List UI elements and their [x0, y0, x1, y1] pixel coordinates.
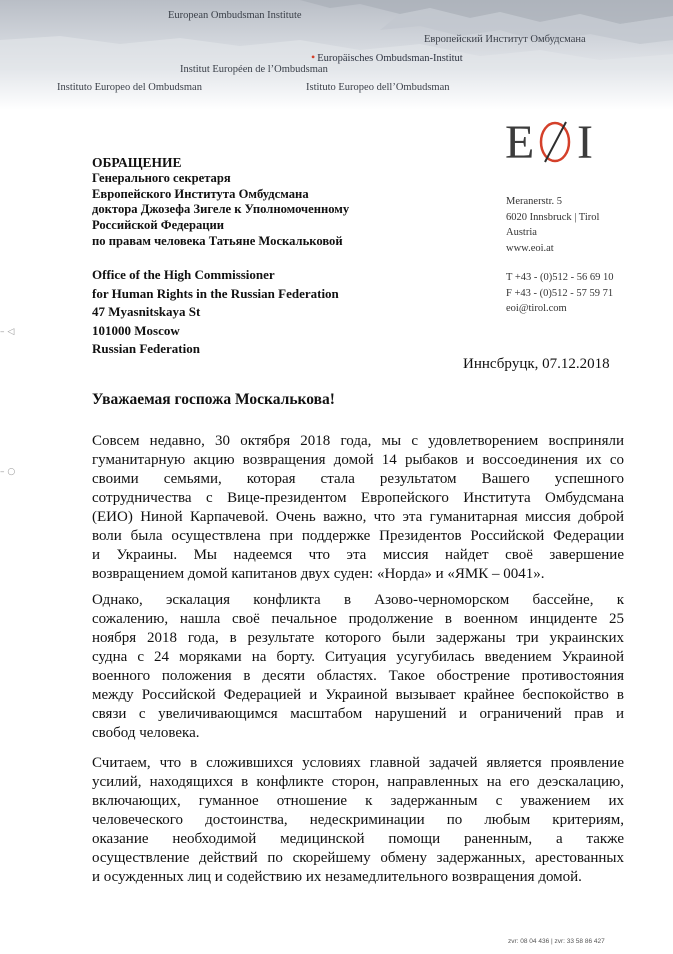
place-and-date: Иннсбрyцк, 07.12.2018: [463, 356, 610, 372]
title-line: по правам человека Татьяне Москальковой: [92, 233, 343, 248]
text-line: сожалению, нашла своё печальное продолжение в военном инциденте 25: [92, 611, 624, 627]
text-line: Однако, эскалация конфликта в Азово-черноморском бассейне, к: [92, 592, 624, 608]
text-line: Совсем недавно, 30 октября 2018 года, мы с удовлетворением восприняли: [92, 433, 624, 449]
recipient-line: for Human Rights in the Russian Federation: [92, 285, 339, 301]
text-line: связи с увеличивающимся масштабом нарушений и ограничений прав и: [92, 706, 624, 722]
text-line: сотрудничества с Вице-президентом Европейского Института Омбудсмана: [92, 490, 624, 506]
text-line: военного положения в десяти областях. Такое обострение противостояния: [92, 668, 624, 684]
text-line: воли была осуществлена при поддержке Президентов Российской Федерации: [92, 528, 624, 544]
text-line: свобод человека.: [92, 725, 200, 741]
text-line: и Украины. Мы надеемся что эта миссия найдет своё завершение: [92, 547, 624, 563]
svg-text:I: I: [577, 116, 593, 166]
recipient-line: Russian Federation: [92, 341, 200, 356]
text-line: гуманитарную акцию возвращения домой 14 рыбаков и воссоединения их со: [92, 452, 624, 468]
text-line: (ЕИО) Ниной Карпачевой. Очень важно, что эта гуманитарная миссия доброй: [92, 509, 624, 525]
contact-email: eoi@tirol.com: [506, 303, 567, 314]
title-line: ОБРАЩЕНИЕ: [92, 155, 182, 170]
sender-postal-address: [506, 194, 599, 256]
salutation: Уважаемая госпожа Москалькова!: [92, 391, 335, 408]
text-line: между Российской Федерацией и Украиной вызывает крайнее беспокойство в: [92, 687, 624, 703]
paragraph-2: [92, 591, 624, 743]
punch-mark-icon: – ◁: [0, 327, 15, 337]
text-line: человеческого достоинства, недескриминации по любым критериям,: [92, 812, 624, 828]
header-institute-de: • Europäisches Ombudsman-Institut: [311, 50, 463, 64]
recipient-address: [92, 266, 339, 359]
header-institute-ru: Европейский Институт Омбудсмана: [424, 34, 586, 45]
svg-text:E: E: [505, 116, 535, 166]
header-institute-fr: Institut Européen de l’Ombudsman: [180, 64, 328, 75]
registration-code: zvr: 08 04 436 | zvr: 33 58 86 427: [508, 938, 605, 945]
title-line: Европейского Института Омбудсмана: [92, 186, 309, 201]
text-line: ноября 2018 года, в результате которого были задержаны три украинских: [92, 630, 624, 646]
address-street: Meranerstr. 5: [506, 196, 562, 207]
paragraph-3: [92, 754, 624, 887]
text-line: возвращением домой капитанов двух суден: «Норда» и «ЯМК – 0041».: [92, 566, 545, 582]
recipient-line: Office of the High Commissioner: [92, 267, 275, 282]
address-country: Austria: [506, 227, 537, 238]
address-city: 6020 Innsbruck | Tirol: [506, 211, 600, 223]
eoi-logo: [505, 116, 615, 166]
text-line: усилий, находящихся в конфликте сторон, направленных на его деэскалацию,: [92, 774, 624, 790]
recipient-line: 47 Myasnitskaya St: [92, 304, 201, 319]
contact-fax: F +43 - (0)512 - 57 59 71: [506, 287, 614, 299]
fold-mark-icon: – ○: [0, 467, 16, 477]
text-line: осуществление действий по скорейшему обмену задержанных, арестованных: [92, 850, 624, 866]
address-web: www.eoi.at: [506, 242, 554, 254]
header-institute-en: European Ombudsman Institute: [168, 10, 302, 21]
recipient-line: 101000 Moscow: [92, 322, 180, 338]
text-line: своими семьями, которая стала результатом Вашего успешного: [92, 471, 624, 487]
title-line: доктора Джозефа Зигеле к Уполномоченному: [92, 202, 350, 217]
header-institute-es: Instituto Europeo del Ombudsman: [57, 82, 202, 93]
text-line: включающих, гуманное отношение к задержанным с уважением их: [92, 793, 624, 809]
paragraph-1: [92, 432, 624, 584]
title-line: Российской Федерации: [92, 218, 225, 233]
text-line: судна с 24 моряками на борту. Ситуация усугубилась введениeм Украиной: [92, 649, 624, 665]
text-line: оказание необходимой медицинской помощи раненным, а также: [92, 831, 624, 847]
text-line: и осужденных лиц и содействию их незамедлительного возвращения домой.: [92, 869, 582, 885]
title-line: Генерального секретаря: [92, 170, 231, 185]
sender-contacts: [506, 270, 614, 317]
text-line: Считаем, что в сложившихся условиях главной задачей является проявление: [92, 755, 624, 771]
header-institute-it: Istituto Europeo dell’Ombudsman: [306, 82, 450, 93]
bullet-dot-icon: •: [311, 50, 316, 64]
contact-phone: T +43 - (0)512 - 56 69 10: [506, 272, 614, 283]
letterhead-banner: [0, 0, 673, 110]
letter-title-block: [92, 155, 349, 250]
